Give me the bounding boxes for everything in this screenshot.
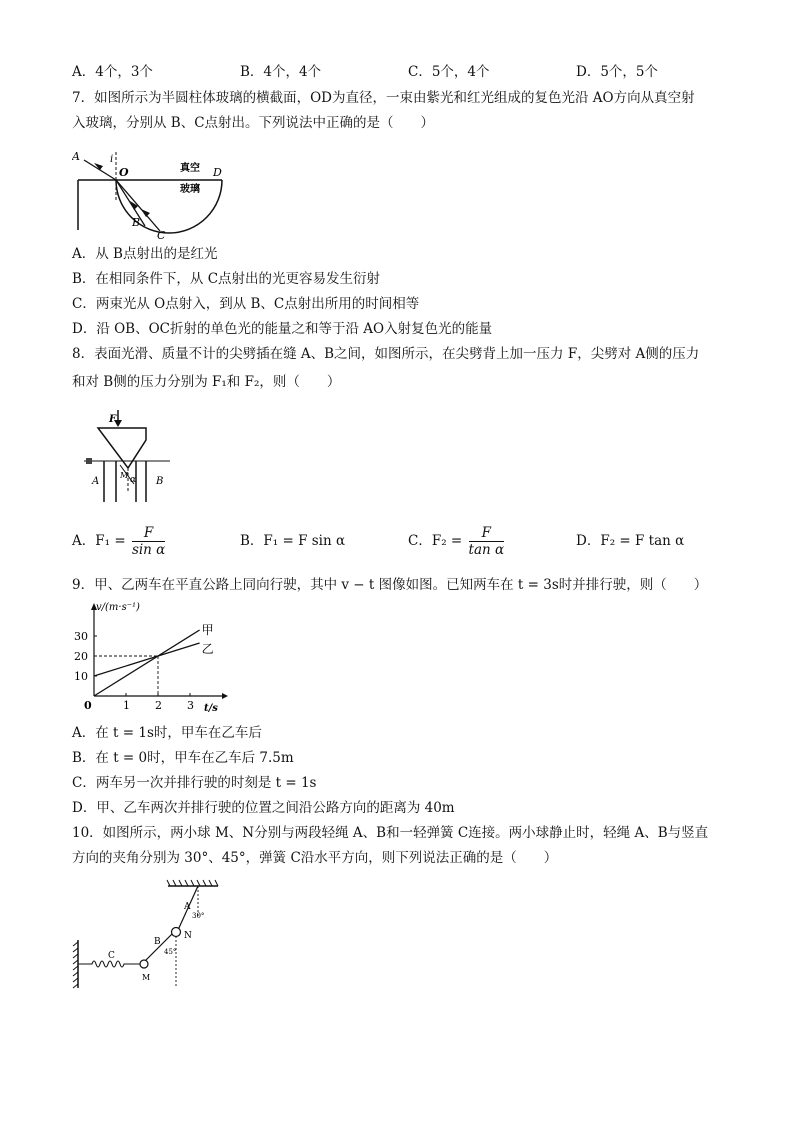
q10-label-m: M bbox=[142, 973, 151, 982]
q8-figure-wedge bbox=[76, 410, 176, 506]
q8-label-a: A bbox=[92, 476, 100, 487]
q10-label-c: C bbox=[108, 951, 115, 961]
q9-stem: 9．甲、乙两车在平直公路上同向行驶，其中 v − t 图像如图。已知两车在 t = 3s时并排行驶，则（ ） bbox=[72, 577, 708, 593]
q7-label-i: i bbox=[110, 154, 114, 165]
q10-label-45deg: 45° bbox=[164, 948, 177, 956]
q8-option-c-prefix: C．F₂ = bbox=[408, 533, 463, 549]
q10-label-a: A bbox=[184, 902, 191, 912]
q7-label-d: D bbox=[213, 166, 222, 179]
q8-option-a-fraction bbox=[132, 525, 165, 558]
q8-option-c-numerator: F bbox=[469, 525, 505, 542]
q8-option-c bbox=[408, 522, 506, 560]
q8-option-a-denominator: sin α bbox=[131, 542, 166, 558]
q8-option-a bbox=[72, 522, 167, 560]
q9-chart-marks bbox=[74, 623, 214, 712]
q9-option-c: C．两车另一次并排行驶的时刻是 t = 1s bbox=[72, 775, 317, 791]
q8-option-a-numerator: F bbox=[132, 525, 165, 542]
q6-option-d: D．5个，5个 bbox=[576, 64, 659, 80]
q9-x-tick-label: 3 bbox=[187, 699, 194, 712]
q9-x-axis-arrow bbox=[222, 693, 228, 699]
q7-label-c: C bbox=[157, 229, 166, 240]
q8-option-c-denominator: tan α bbox=[468, 542, 505, 558]
q10-ball-m bbox=[140, 960, 148, 968]
q7-figure-semicircle-glass bbox=[72, 140, 232, 240]
q10-ball-n bbox=[172, 928, 181, 937]
q9-series-line-yi bbox=[94, 643, 200, 676]
q10-stem-line2: 方向的夹角分别为 30°、45°，弹簧 C沿水平方向，则下列说法正确的是（ ） bbox=[72, 850, 558, 866]
q7-label-o: O bbox=[119, 166, 129, 179]
q7-option-d: D．沿 OB、OC折射的单色光的能量之和等于沿 AO入射复色光的能量 bbox=[72, 321, 493, 337]
q6-option-a: A．4个，3个 bbox=[72, 64, 153, 80]
q7-option-c: C．两束光从 O点射入，到从 B、C点射出所用的时间相等 bbox=[72, 296, 420, 312]
q8-option-c-fraction bbox=[469, 525, 505, 558]
q10-label-b: B bbox=[154, 937, 161, 947]
q8-stem-line1: 8．表面光滑、质量不计的尖劈插在缝 A、B之间，如图所示，在尖劈背上加一压力 F，尖劈对 A侧的压力 bbox=[72, 346, 700, 362]
q9-y-tick-label: 10 bbox=[74, 670, 88, 683]
q9-y-axis-label: v/(m·s⁻¹) bbox=[96, 602, 140, 613]
q9-y-tick-label: 20 bbox=[74, 650, 88, 663]
q10-figure-balls-springs bbox=[70, 878, 220, 990]
q7-text-vacuum: 真空 bbox=[180, 163, 200, 174]
q10-label-n: N bbox=[184, 931, 192, 941]
q8-wedge bbox=[98, 428, 146, 468]
q8-stem-line2: 和对 B侧的压力分别为 F₁和 F₂，则（ ） bbox=[72, 374, 341, 390]
q10-ceiling-hatch bbox=[167, 880, 218, 886]
q9-x-tick-label: 1 bbox=[123, 699, 130, 712]
q9-series-label-yi: 乙 bbox=[201, 642, 214, 656]
q9-x-tick-label: 2 bbox=[155, 699, 162, 712]
q9-vt-chart bbox=[72, 600, 232, 718]
q8-marker bbox=[86, 458, 92, 464]
q10-stem-line1: 10．如图所示，两小球 M、N分别与两段轻绳 A、B和一轻弹簧 C连接。两小球静止时，轻绳 A、B与竖直 bbox=[72, 825, 709, 841]
q10-label-30deg: 30° bbox=[192, 912, 205, 920]
q6-option-c: C．5个，4个 bbox=[408, 64, 490, 80]
q7-stem-line2: 入玻璃，分别从 B、C点射出。下列说法中正确的是（ ） bbox=[72, 115, 435, 131]
q10-spring-c bbox=[78, 961, 140, 967]
q9-x-tick-label: 0 bbox=[84, 699, 92, 712]
q8-label-b: B bbox=[156, 476, 164, 487]
q8-option-b: B．F₁ = F sin α bbox=[240, 533, 346, 549]
q8-option-a-prefix: A．F₁ = bbox=[72, 533, 126, 549]
q9-option-b: B．在 t = 0时，甲车在乙车后 7.5m bbox=[72, 750, 294, 766]
q7-text-glass: 玻璃 bbox=[180, 184, 200, 195]
q7-option-a: A．从 B点射出的是红光 bbox=[72, 246, 218, 262]
q7-stem-line1: 7．如图所示为半圆柱体玻璃的横截面，OD为直径，一束由紫光和红光组成的复色光沿 AO方向从真空射 bbox=[72, 90, 695, 106]
q8-label-f: F bbox=[109, 414, 117, 425]
q9-x-axis-label: t/s bbox=[204, 703, 218, 714]
q9-option-d: D．甲、乙车两次并排行驶的位置之间沿公路方向的距离为 40m bbox=[72, 800, 455, 816]
q7-label-a: A bbox=[72, 150, 80, 163]
q6-option-b: B．4个，4个 bbox=[240, 64, 322, 80]
q9-y-tick-label: 30 bbox=[74, 630, 88, 643]
q8-label-alpha: α bbox=[130, 475, 137, 485]
q8-label-m: M bbox=[120, 471, 129, 480]
q8-option-d: D．F₂ = F tan α bbox=[576, 533, 685, 549]
q9-option-a: A．在 t = 1s时，甲车在乙车后 bbox=[72, 725, 262, 741]
q7-ray-oc-arrow bbox=[141, 209, 150, 217]
q9-series-line-jia bbox=[94, 630, 200, 696]
q9-series-label-jia: 甲 bbox=[201, 623, 214, 637]
q7-option-b: B．在相同条件下，从 C点射出的光更容易发生衍射 bbox=[72, 271, 381, 287]
q7-label-b: B bbox=[132, 216, 141, 229]
q7-ray-ob-arrow bbox=[130, 201, 138, 210]
